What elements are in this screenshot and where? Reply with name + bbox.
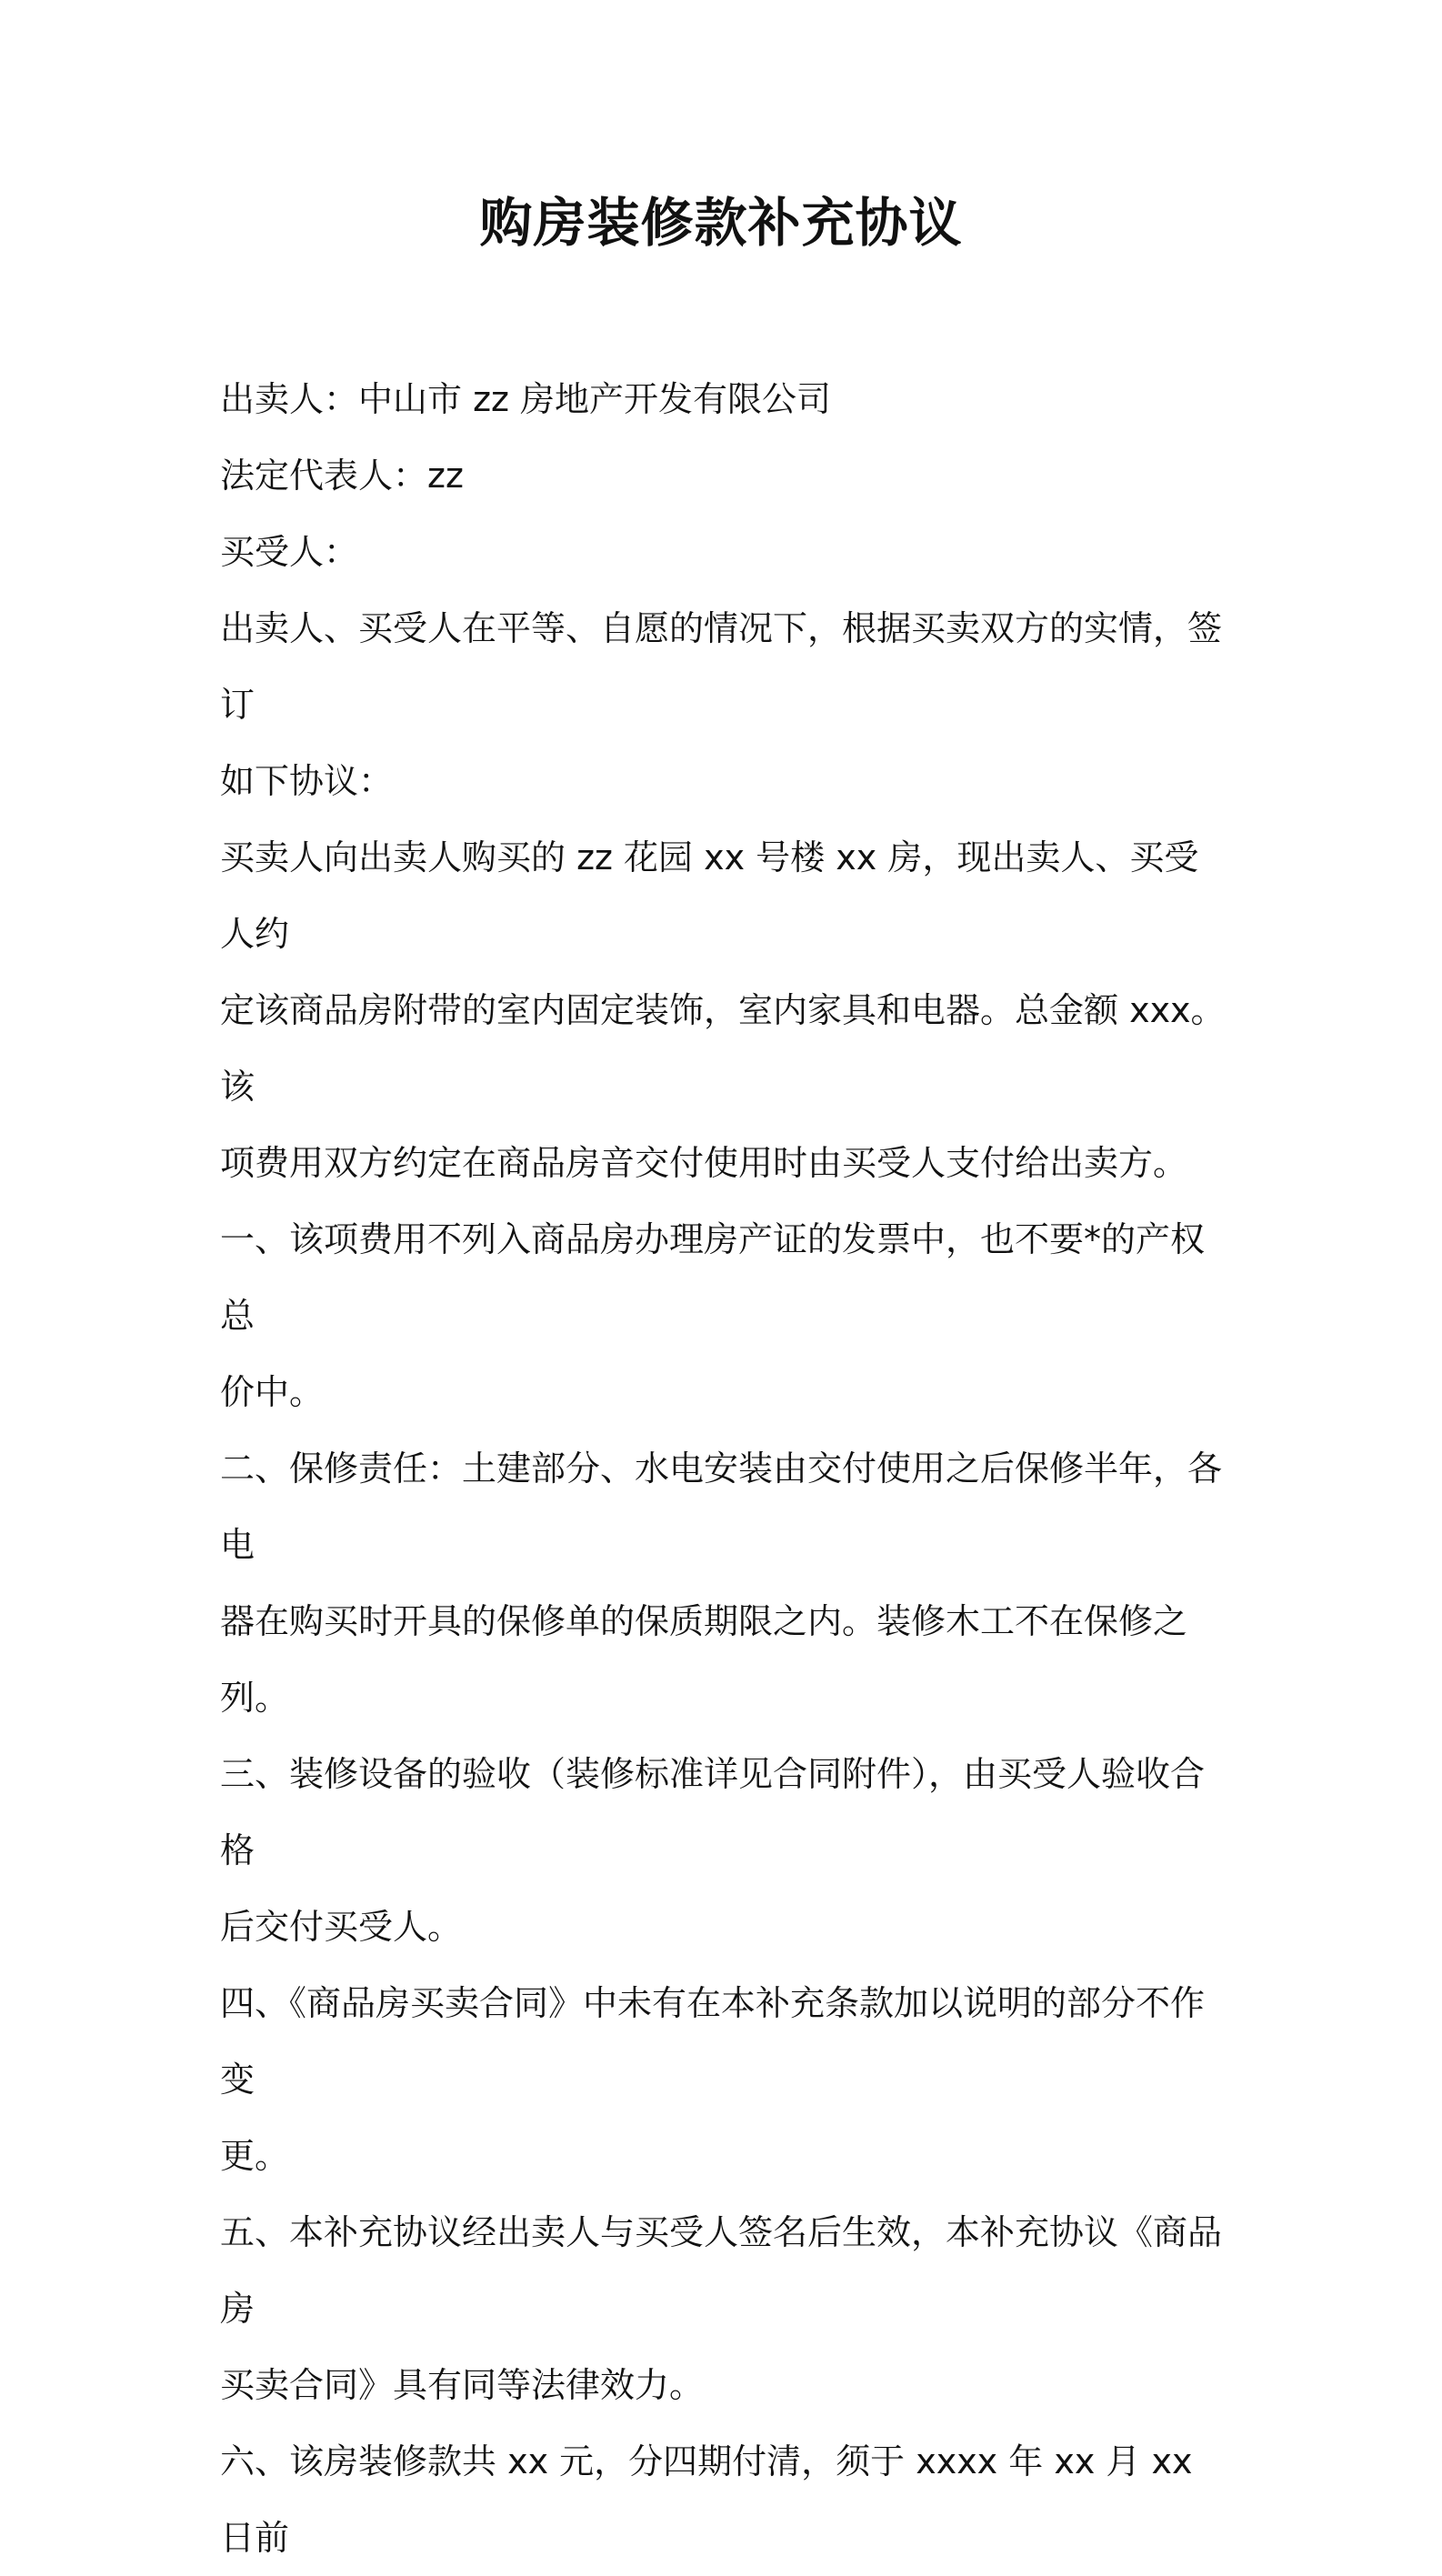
clause-3-line: 后交付买受人。: [220, 1907, 463, 1947]
purchase-description-line: 项费用双方约定在商品房音交付使用时由买受人支付给出卖方。: [220, 1143, 1188, 1183]
preamble-line: 出卖人、买受人在平等、自愿的情况下，根据买卖双方的实情，签订: [220, 608, 1223, 725]
clause-4-line: 更。: [220, 2136, 290, 2176]
clause-2-line: 二、保修责任：土建部分、水电安装由交付使用之后保修半年，各电: [220, 1448, 1223, 1565]
clause-5-line: 买卖合同》具有同等法律效力。: [220, 2365, 705, 2405]
buyer-line: 买受人：: [220, 532, 359, 572]
clause-1-line: 一、该项费用不列入商品房办理房产证的发票中，也不要*的产权总: [220, 1219, 1206, 1336]
legal-representative-line: 法定代表人：zz: [220, 456, 464, 496]
clause-6-line: 六、该房装修款共 xx 元，分四期付清，须于 xxxx 年 xx 月 xx 日前: [220, 2441, 1204, 2558]
clause-1-line: 价中。: [220, 1372, 325, 1412]
clause-5-line: 五、本补充协议经出卖人与买受人签名后生效，本补充协议《商品房: [220, 2212, 1223, 2329]
purchase-description-line: 买卖人向出卖人购买的 zz 花园 xx 号楼 xx 房，现出卖人、买受人约: [220, 837, 1199, 954]
clause-2-line: 器在购买时开具的保修单的保质期限之内。装修木工不在保修之列。: [220, 1601, 1188, 1718]
purchase-description-line: 定该商品房附带的室内固定装饰，室内家具和电器。总金额 xxx。该: [220, 990, 1226, 1107]
document-title: 购房装修款补充协议: [479, 192, 963, 254]
clause-4-line: 四、《商品房买卖合同》中未有在本补充条款加以说明的部分不作变: [220, 1983, 1206, 2100]
preamble-line: 如下协议：: [220, 761, 394, 801]
clause-3-line: 三、装修设备的验收（装修标准详见合同附件），由买受人验收合格: [220, 1754, 1206, 1870]
seller-line: 出卖人：中山市 zz 房地产开发有限公司: [220, 379, 832, 419]
document-body: [220, 361, 1229, 2576]
